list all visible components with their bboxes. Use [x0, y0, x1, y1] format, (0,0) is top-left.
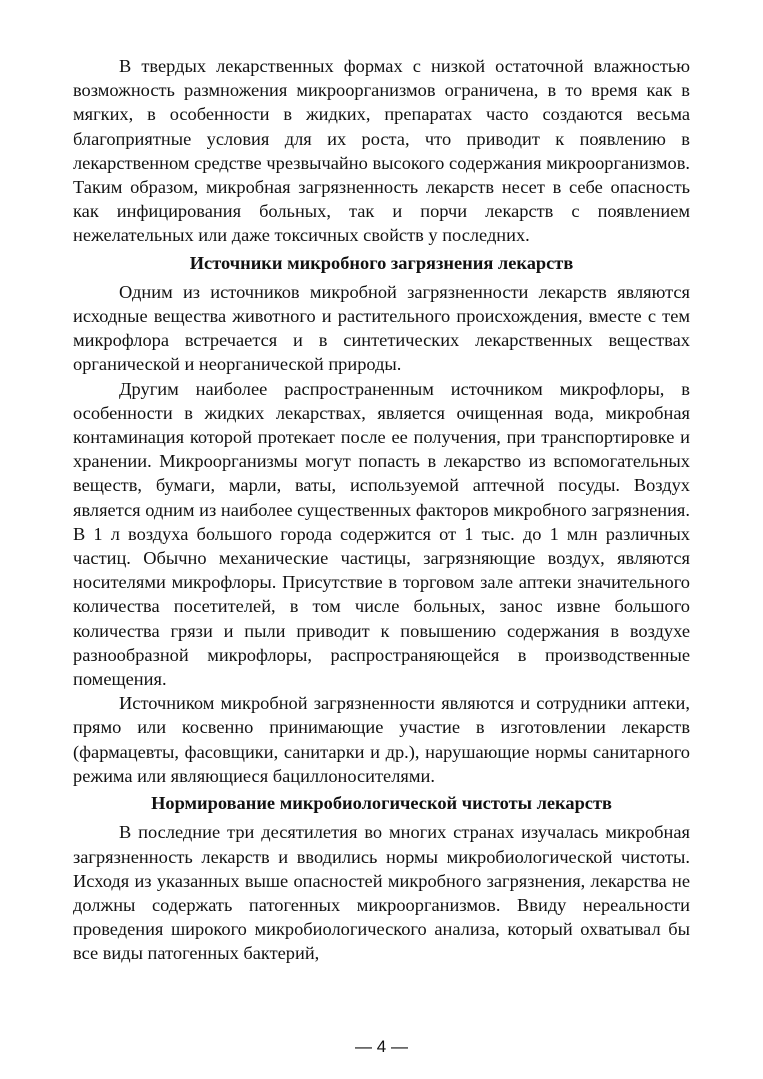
- paragraph-moisture-risk: В твердых лекарственных формах с низкой остаточной влажностью возможность размножения микроорганизмов ограничена, в то время как в мягких, в особенности в жидких, препаратах часто создаются весьма благоприятные условия для их роста, что приводит к появлению в лекарственном средстве чрезвычайно высокого содержания микроорганизмов. Таким образом, микробная загрязненность лекарств несет в себе опасность как инфицирования больных, так и порчи лекарств с появлением нежелательных или даже токсичных свойств у последних.: [73, 56, 690, 246]
- heading-sources: Источники микробного загрязнения лекарств: [189, 252, 574, 273]
- paragraph-water-air: Другим наиболее распространенным источником микрофлоры, в особенности в жидких лекарствах, является очищенная вода, микробная контаминация которой протекает после ее получения, при транспортировке и хранении. Микроорганизмы могут попасть в лекарство из вспомогательных веществ, бумаги, марли, ваты, используемой аптечной посуды. Воздух является одним из наиболее существенных факторов микробного загрязнения. В 1 л воздуха большого города содержится от 1 тыс. до 1 млн различных частиц. Обычно механические частицы, загрязняющие воздух, являются носителями микрофлоры. Присутствие в торговом зале аптеки значительного количества посетителей, в том числе больных, занос извне большого количества грязи и пыли приводит к повышению содержания в воздухе разнообразной микрофлоры, распространяющейся в производственные помещения.: [73, 378, 690, 690]
- paragraph-raw-materials: Одним из источников микробной загрязненности лекарств являются исходные вещества животного и растительного происхождения, вместе с тем микрофлора встречается и в синтетических лекарственных веществах органической и неорганической природы.: [73, 281, 690, 375]
- page-number: — 4 —: [355, 1037, 408, 1056]
- paragraph-staff: Источником микробной загрязненности являются и сотрудники аптеки, прямо или косвенно принимающие участие в изготовлении лекарств (фармацевты, фасовщики, санитарки и др.), нарушающие нормы санитарного режима или являющиеся бациллоносителями.: [73, 693, 690, 786]
- heading-standards: Нормирование микробиологической чистоты лекарств: [151, 793, 612, 814]
- page-body: [73, 54, 690, 966]
- paragraph-norms: В последние три десятилетия во многих странах изучалась микробная загрязненность лекарств и вводились нормы микробиологической чистоты. Исходя из указанных выше опасностей микробного загрязнения, лекарства не должны содержать патогенных микроорганизмов. Ввиду нереальности проведения широкого микробиологического анализа, который охватывал бы все виды патогенных бактерий,: [73, 822, 690, 964]
